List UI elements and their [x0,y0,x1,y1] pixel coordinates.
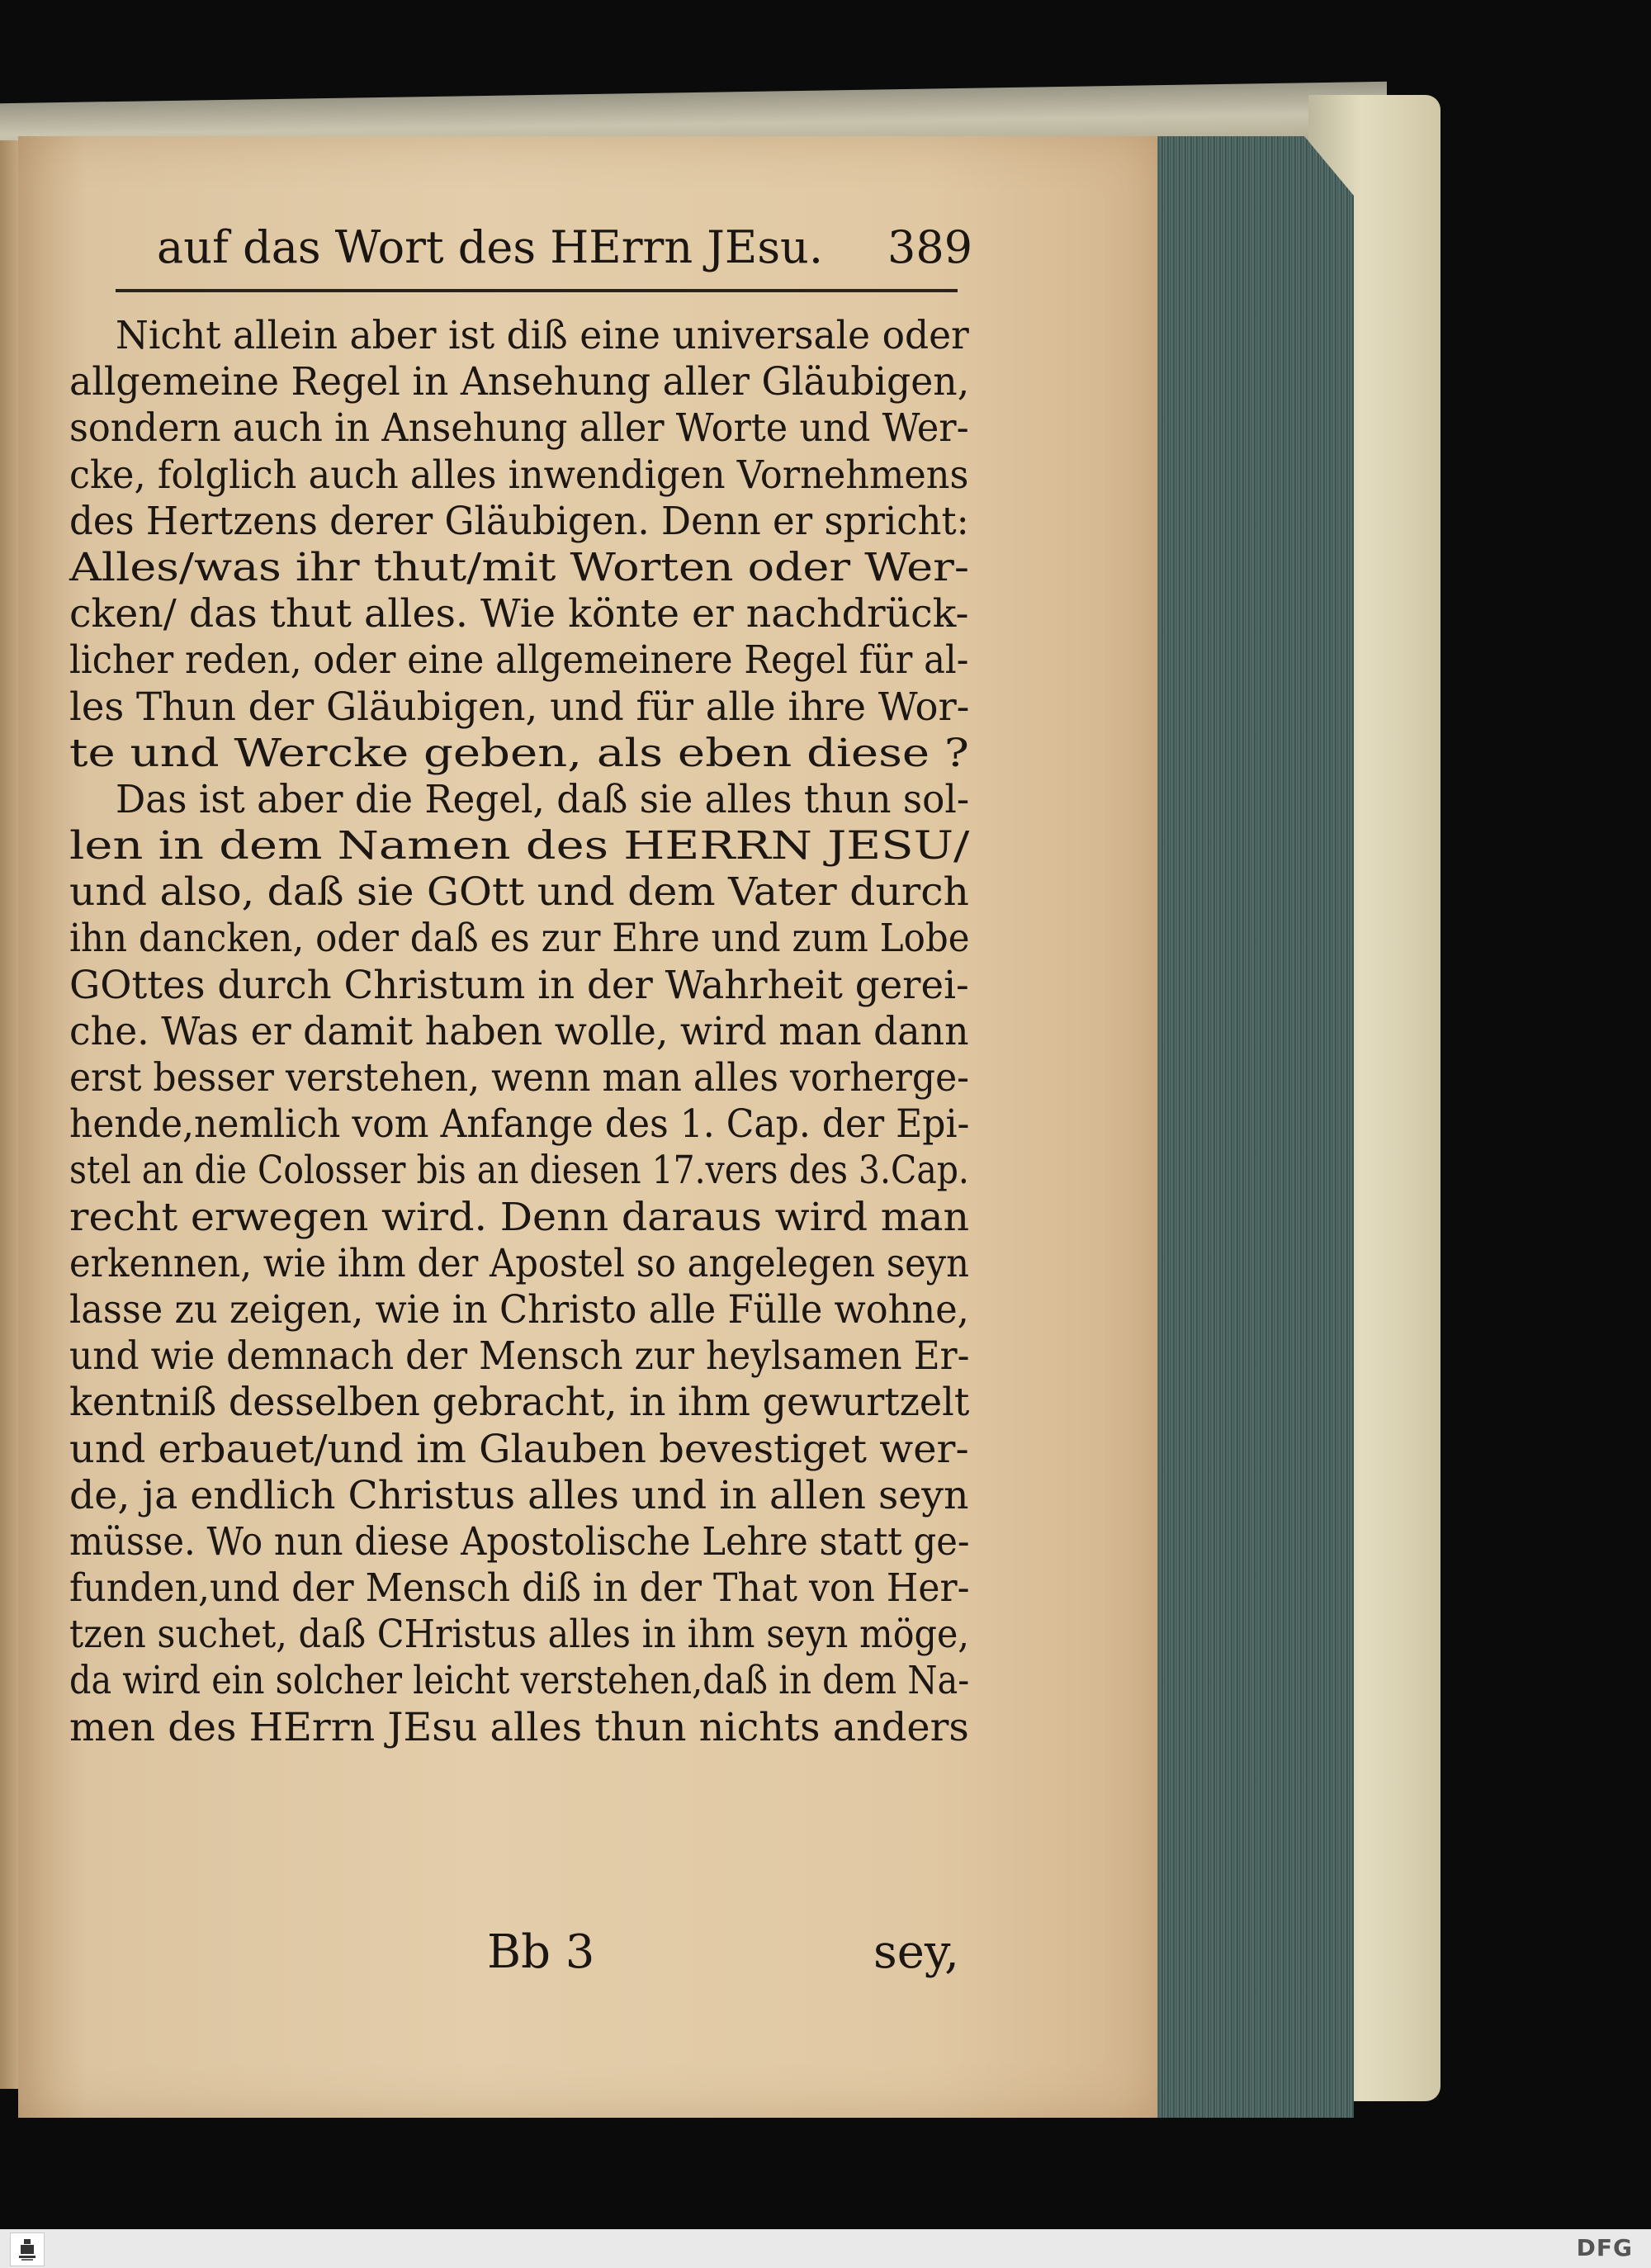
text-line: les Thun der Gläubigen, und für alle ihre Wor- [69,684,970,729]
text-line: cken/ das thut alles. Wie könte er nachdrück- [69,591,969,637]
text-line: müsse. Wo nun diese Apostolische Lehre statt ge- [69,1518,970,1564]
text-line: allgemeine Regel in Ansehung aller Gläubigen, [69,359,970,405]
signature-mark: Bb 3 [487,1925,595,1979]
text-line: licher reden, oder eine allgemeinere Regel für al- [69,637,969,683]
catchword: sey, [873,1925,959,1979]
text-line: kentniß desselben gebracht, in ihm gewurtzelt [69,1380,970,1425]
library-seal-icon [10,2232,45,2266]
text-line: len in dem Namen des HERRN JESU/ [69,823,970,869]
text-line: und wie demnach der Mensch zur heylsamen Er- [69,1333,970,1379]
text-line: men des HErrn JEsu alles thun nichts anders [69,1704,969,1750]
text-line: GOttes durch Christum in der Wahrheit gerei- [69,962,969,1007]
funder-logo: DFG [1576,2234,1633,2261]
text-line: lasse zu zeigen, wie in Christo alle Fülle wohne, [69,1286,969,1332]
text-line: da wird ein solcher leicht verstehen,daß in dem Na- [69,1658,970,1703]
text-line: des Hertzens derer Gläubigen. Denn er spricht: [69,498,969,543]
text-line: und erbauet/und im Glauben bevestiget wer- [69,1426,969,1471]
text-line: funden,und der Mensch diß in der That von Her- [69,1565,970,1611]
text-line: Nicht allein aber ist diß eine universale oder [116,313,969,357]
viewer-footer [0,2229,1651,2268]
text-line: Alles/was ihr thut/mit Worten oder Wer- [69,544,970,589]
text-line: cke, folglich auch alles inwendigen Vornehmens [69,452,969,497]
text-line: und also, daß sie GOtt und dem Vater durch [69,869,969,915]
text-line: tzen suchet, daß CHristus alles in ihm seyn möge, [69,1612,969,1657]
running-head: auf das Wort des HErrn JEsu. [157,221,823,273]
text-line: erst besser verstehen, wenn man alles vorherge- [69,1055,970,1100]
text-line: erkennen, wie ihm der Apostel so angelegen seyn [69,1240,969,1286]
text-line: de, ja endlich Christus alles und in allen seyn [69,1472,969,1518]
text-line: che. Was er damit haben wolle, wird man dann [69,1008,969,1054]
text-line: sondern auch in Ansehung aller Worte und Wer- [69,405,969,451]
text-line: recht erwegen wird. Denn daraus wird man [69,1194,970,1239]
text-line: ihn dancken, oder daß es zur Ehre und zum Lobe [69,916,970,961]
body-text [69,312,969,1750]
text-line: te und Wercke geben, als eben diese ? [69,730,969,775]
text-line: hende,nemlich vom Anfange des 1. Cap. der Epi- [69,1101,970,1147]
text-line: Das ist aber die Regel, daß sie alles thun sol- [116,776,970,821]
text-line: stel an die Colosser bis an diesen 17.vers des 3.Cap. [69,1148,969,1193]
header-rule [116,289,958,292]
page-number: 389 [887,221,973,273]
